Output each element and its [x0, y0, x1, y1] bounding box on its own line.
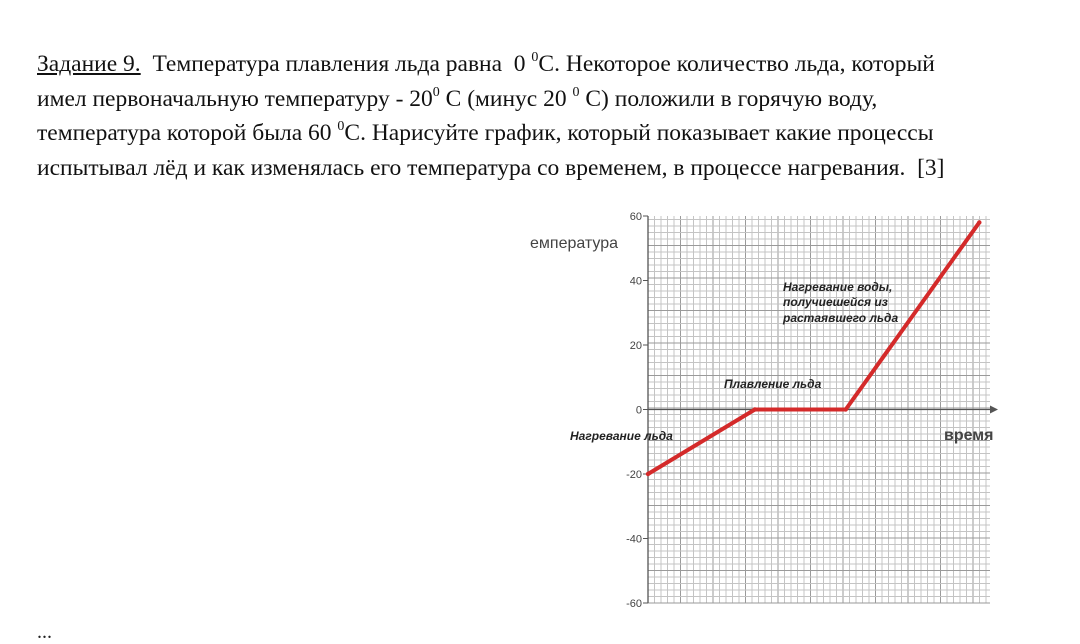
- task-line-4: испытывал лёд и как изменялась его температура со временем, в процессе нагревания. [3]: [37, 154, 945, 181]
- annotation-melting-ice: Плавление льда: [724, 377, 822, 391]
- annotation-heating-ice: Нагревание льда: [570, 429, 673, 443]
- data-point: [844, 407, 848, 411]
- data-point: [646, 472, 650, 476]
- annotation-heating-water-line-3: растаявшего льда: [783, 311, 899, 325]
- temperature-line: [648, 222, 979, 474]
- y-tick-label: -40: [626, 533, 642, 546]
- y-tick-label: 0: [635, 404, 642, 417]
- y-tick-label: -60: [626, 598, 642, 610]
- data-point: [753, 407, 757, 411]
- annotation-heating-water-line-2: получиешейся из: [783, 295, 888, 309]
- y-tick-label: 40: [629, 275, 642, 288]
- task-line-2: имел первоначальную температуру - $20^0$ С (минус 20 $^0$ С) положили в горячую воду,: [37, 84, 878, 112]
- x-axis-arrow: [990, 406, 998, 414]
- cut-off-text: ...: [37, 621, 52, 643]
- data-point: [977, 220, 981, 224]
- x-axis-label: время: [944, 427, 994, 444]
- chart-ticks: [626, 211, 648, 610]
- task-label: Задание 9.: [37, 51, 141, 77]
- task-line-3: температура которой была 60 $^0$С. Нарисуйте график, который показывает какие процессы: [37, 119, 934, 146]
- y-tick-label: 60: [629, 211, 642, 223]
- task-line-1: Задание 9. Температура плавления льда равна 0 $^0$С. Некоторое количество льда, который: [37, 50, 935, 77]
- y-axis-label: емпература: [530, 235, 619, 252]
- y-tick-label: 20: [629, 340, 642, 352]
- task-marks: [3]: [917, 154, 945, 181]
- y-tick-label: -20: [626, 469, 642, 481]
- annotation-heating-water-line-1: Нагревание воды,: [783, 280, 893, 294]
